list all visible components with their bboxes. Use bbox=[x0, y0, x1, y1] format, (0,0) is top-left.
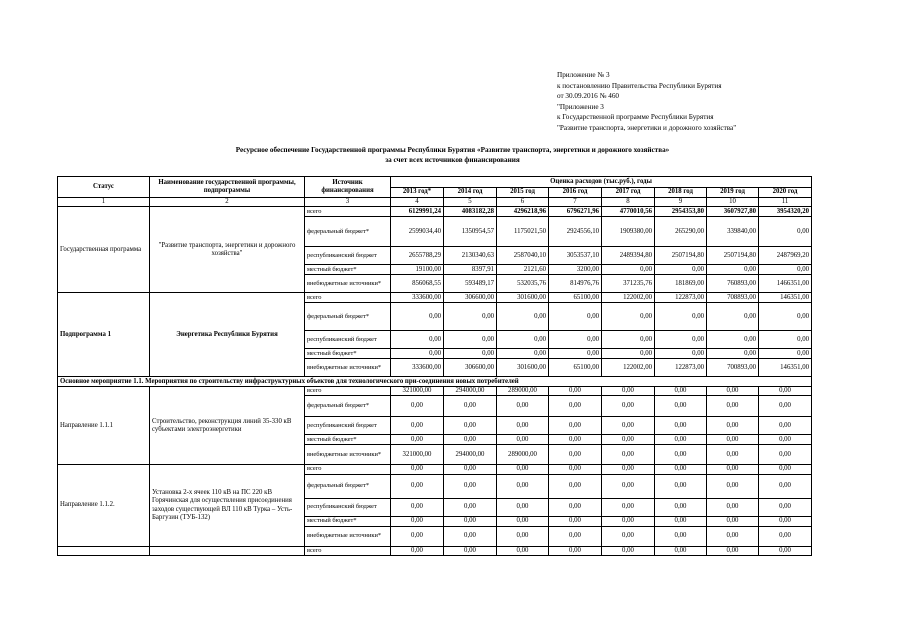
row-value: 6129991,24 bbox=[391, 207, 444, 217]
budget-table bbox=[57, 176, 812, 556]
row-value: 0,00 bbox=[549, 465, 602, 474]
row-value: 0,00 bbox=[759, 349, 812, 359]
appendix-line: "Развитие транспорта, энергетики и дорожного хозяйства" bbox=[557, 123, 737, 132]
row-value: 0,00 bbox=[602, 465, 655, 474]
row-value: 0,00 bbox=[707, 331, 759, 349]
row-source: внебюджетные источники* bbox=[305, 445, 391, 465]
row-value: 294000,00 bbox=[444, 445, 497, 465]
appendix-line: Приложение № 3 bbox=[557, 71, 610, 79]
header-year: 2019 год bbox=[707, 188, 759, 198]
title-line-2: за счет всех источников финансирования bbox=[385, 156, 520, 164]
row-value: 0,00 bbox=[391, 526, 444, 546]
section-title: Основное мероприятие 1.1. Мероприятия по строительству инфраструктурных объектов для технологического при-соединения новых потребителей bbox=[58, 377, 812, 387]
row-value: 0,00 bbox=[444, 303, 497, 331]
row-value: 6796271,96 bbox=[549, 207, 602, 217]
table-row bbox=[58, 177, 812, 188]
row-source: республиканский бюджет bbox=[305, 417, 391, 435]
row-value: 306600,00 bbox=[444, 359, 497, 377]
header-col-number: 7 bbox=[549, 198, 602, 207]
row-value: 814976,76 bbox=[549, 275, 602, 293]
row-value: 0,00 bbox=[759, 331, 812, 349]
row-value: 0,00 bbox=[655, 396, 707, 417]
row-source: местный бюджет* bbox=[305, 516, 391, 526]
title-line-1: Ресурсное обеспечение Государственной программы Республики Бурятия «Развитие транспорта, энергетики и дорожного хозяйства» bbox=[235, 146, 670, 154]
table-row bbox=[58, 198, 812, 207]
row-value: 371235,76 bbox=[602, 275, 655, 293]
row-value: 0,00 bbox=[707, 387, 759, 396]
row-source: внебюджетные источники* bbox=[305, 526, 391, 546]
row-name: Энергетика Республики Бурятия bbox=[150, 293, 305, 377]
row-value: 0,00 bbox=[759, 387, 812, 396]
row-value: 0,00 bbox=[497, 417, 549, 435]
row-value: 0,00 bbox=[759, 516, 812, 526]
row-value: 0,00 bbox=[602, 387, 655, 396]
row-status: Государственная программа bbox=[58, 207, 150, 293]
row-value: 301600,00 bbox=[497, 293, 549, 303]
row-value: 0,00 bbox=[602, 516, 655, 526]
row-value: 0,00 bbox=[655, 349, 707, 359]
row-value: 3607927,80 bbox=[707, 207, 759, 217]
row-value: 0,00 bbox=[655, 498, 707, 516]
table-row bbox=[58, 207, 812, 217]
row-value: 0,00 bbox=[549, 474, 602, 498]
row-source: местный бюджет* bbox=[305, 349, 391, 359]
row-value: 0,00 bbox=[707, 546, 759, 555]
row-status: Направление 1.1.2. bbox=[58, 465, 150, 546]
header-col-number: 5 bbox=[444, 198, 497, 207]
row-value: 0,00 bbox=[655, 387, 707, 396]
row-source: республиканский бюджет bbox=[305, 247, 391, 265]
row-value: 0,00 bbox=[707, 465, 759, 474]
header-col-number: 8 bbox=[602, 198, 655, 207]
header-col-number: 9 bbox=[655, 198, 707, 207]
row-value: 760893,00 bbox=[707, 275, 759, 293]
row-value: 0,00 bbox=[759, 474, 812, 498]
header-year: 2016 год bbox=[549, 188, 602, 198]
row-value: 0,00 bbox=[602, 331, 655, 349]
row-value: 19100,00 bbox=[391, 265, 444, 275]
row-source: местный бюджет* bbox=[305, 265, 391, 275]
row-value: 4770010,56 bbox=[602, 207, 655, 217]
appendix-header bbox=[557, 70, 736, 134]
row-value: 0,00 bbox=[497, 474, 549, 498]
row-value: 0,00 bbox=[759, 526, 812, 546]
row-value: 0,00 bbox=[549, 516, 602, 526]
row-value: 146351,00 bbox=[759, 359, 812, 377]
row-value: 0,00 bbox=[655, 465, 707, 474]
row-value: 0,00 bbox=[707, 417, 759, 435]
row-value: 0,00 bbox=[655, 445, 707, 465]
header-estimate: Оценка расходов (тыс.руб.), годы bbox=[391, 177, 812, 188]
row-source: федеральный бюджет* bbox=[305, 396, 391, 417]
table-row bbox=[58, 377, 812, 387]
row-value: 122002,00 bbox=[602, 293, 655, 303]
row-value: 0,00 bbox=[707, 435, 759, 445]
row-value: 0,00 bbox=[707, 396, 759, 417]
row-value: 0,00 bbox=[655, 303, 707, 331]
row-status: Направление 1.1.1 bbox=[58, 387, 150, 465]
row-value: 2487969,20 bbox=[759, 247, 812, 265]
row-value: 0,00 bbox=[549, 387, 602, 396]
row-value: 4083182,28 bbox=[444, 207, 497, 217]
header-col-number: 4 bbox=[391, 198, 444, 207]
row-value: 122873,00 bbox=[655, 359, 707, 377]
row-value: 0,00 bbox=[391, 516, 444, 526]
row-value: 0,00 bbox=[444, 331, 497, 349]
row-value: 532035,76 bbox=[497, 275, 549, 293]
row-source: всего bbox=[305, 546, 391, 555]
row-value: 0,00 bbox=[602, 265, 655, 275]
row-value: 856068,55 bbox=[391, 275, 444, 293]
row-name bbox=[150, 546, 305, 555]
document-title bbox=[0, 145, 905, 165]
row-value: 0,00 bbox=[602, 546, 655, 555]
row-value: 0,00 bbox=[707, 498, 759, 516]
row-value: 0,00 bbox=[549, 396, 602, 417]
row-value: 306600,00 bbox=[444, 293, 497, 303]
appendix-line: к Государственной программе Республики Бурятия bbox=[557, 113, 714, 122]
row-value: 3954320,20 bbox=[759, 207, 812, 217]
row-value: 0,00 bbox=[549, 349, 602, 359]
row-source: федеральный бюджет* bbox=[305, 303, 391, 331]
row-source: республиканский бюджет bbox=[305, 498, 391, 516]
row-value: 0,00 bbox=[602, 303, 655, 331]
row-value: 2507194,80 bbox=[707, 247, 759, 265]
row-value: 0,00 bbox=[655, 474, 707, 498]
header-source: Источник финансирования bbox=[305, 177, 391, 198]
row-value: 708893,00 bbox=[707, 293, 759, 303]
row-value: 289000,00 bbox=[497, 387, 549, 396]
row-value: 593489,17 bbox=[444, 275, 497, 293]
row-value: 0,00 bbox=[391, 465, 444, 474]
row-value: 0,00 bbox=[655, 331, 707, 349]
row-value: 0,00 bbox=[707, 265, 759, 275]
row-value: 122002,00 bbox=[602, 359, 655, 377]
header-year: 2013 год* bbox=[391, 188, 444, 198]
row-value: 0,00 bbox=[602, 349, 655, 359]
header-col-number: 1 bbox=[58, 198, 150, 207]
row-value: 0,00 bbox=[444, 396, 497, 417]
row-value: 0,00 bbox=[391, 498, 444, 516]
row-value: 321000,00 bbox=[391, 387, 444, 396]
table-row bbox=[58, 387, 812, 396]
row-value: 0,00 bbox=[497, 526, 549, 546]
appendix-line: к постановлению Правительства Республики Бурятия bbox=[557, 81, 722, 90]
row-value: 0,00 bbox=[759, 435, 812, 445]
row-value: 0,00 bbox=[602, 396, 655, 417]
row-value: 700893,00 bbox=[707, 359, 759, 377]
row-value: 0,00 bbox=[444, 546, 497, 555]
appendix-line: от 30.09.2016 № 460 bbox=[557, 92, 620, 101]
row-value: 2954353,80 bbox=[655, 207, 707, 217]
row-value: 0,00 bbox=[549, 331, 602, 349]
row-source: всего bbox=[305, 207, 391, 217]
row-value: 0,00 bbox=[759, 396, 812, 417]
row-value: 289000,00 bbox=[497, 445, 549, 465]
row-value: 0,00 bbox=[602, 498, 655, 516]
row-value: 1350954,57 bbox=[444, 217, 497, 247]
row-value: 0,00 bbox=[444, 465, 497, 474]
row-value: 0,00 bbox=[707, 303, 759, 331]
table-row bbox=[58, 465, 812, 474]
row-value: 0,00 bbox=[602, 474, 655, 498]
row-value: 0,00 bbox=[655, 435, 707, 445]
row-value: 0,00 bbox=[759, 546, 812, 555]
row-value: 339840,00 bbox=[707, 217, 759, 247]
row-value: 0,00 bbox=[602, 445, 655, 465]
row-value: 0,00 bbox=[759, 217, 812, 247]
row-source: местный бюджет* bbox=[305, 435, 391, 445]
row-value: 0,00 bbox=[549, 445, 602, 465]
row-value: 0,00 bbox=[391, 417, 444, 435]
row-value: 0,00 bbox=[497, 546, 549, 555]
row-value: 0,00 bbox=[391, 303, 444, 331]
row-value: 0,00 bbox=[655, 526, 707, 546]
row-name: Установка 2-х ячеек 110 кВ на ПС 220 кВ Горячинская для осуществления присоединения заходов существующей ВЛ 110 кВ Турка – Усть-Баргузин (ТУБ-132) bbox=[150, 465, 305, 546]
header-year: 2014 год bbox=[444, 188, 497, 198]
row-value: 1466351,00 bbox=[759, 275, 812, 293]
row-value: 333600,00 bbox=[391, 359, 444, 377]
row-value: 0,00 bbox=[655, 546, 707, 555]
row-value: 1909380,00 bbox=[602, 217, 655, 247]
row-value: 0,00 bbox=[707, 474, 759, 498]
row-value: 2507194,80 bbox=[655, 247, 707, 265]
row-value: 146351,00 bbox=[759, 293, 812, 303]
row-value: 0,00 bbox=[602, 417, 655, 435]
row-value: 2655788,29 bbox=[391, 247, 444, 265]
row-value: 333600,00 bbox=[391, 293, 444, 303]
row-value: 0,00 bbox=[444, 349, 497, 359]
row-source: всего bbox=[305, 465, 391, 474]
row-value: 0,00 bbox=[497, 516, 549, 526]
row-value: 0,00 bbox=[444, 498, 497, 516]
row-value: 0,00 bbox=[444, 474, 497, 498]
row-value: 0,00 bbox=[497, 349, 549, 359]
row-value: 4296218,96 bbox=[497, 207, 549, 217]
row-value: 0,00 bbox=[497, 396, 549, 417]
row-source: всего bbox=[305, 293, 391, 303]
row-value: 0,00 bbox=[759, 465, 812, 474]
header-col-number: 11 bbox=[759, 198, 812, 207]
row-value: 3200,00 bbox=[549, 265, 602, 275]
appendix-line: "Приложение 3 bbox=[557, 102, 604, 111]
row-source: внебюджетные источники* bbox=[305, 359, 391, 377]
row-value: 8397,91 bbox=[444, 265, 497, 275]
row-value: 0,00 bbox=[602, 435, 655, 445]
row-value: 0,00 bbox=[759, 265, 812, 275]
header-year: 2017 год bbox=[602, 188, 655, 198]
row-value: 2130340,63 bbox=[444, 247, 497, 265]
row-value: 0,00 bbox=[655, 265, 707, 275]
row-value: 0,00 bbox=[707, 516, 759, 526]
row-value: 0,00 bbox=[759, 303, 812, 331]
row-value: 2489394,80 bbox=[602, 247, 655, 265]
row-value: 0,00 bbox=[549, 526, 602, 546]
row-value: 0,00 bbox=[759, 498, 812, 516]
header-col-number: 6 bbox=[497, 198, 549, 207]
row-value: 0,00 bbox=[391, 331, 444, 349]
row-value: 0,00 bbox=[444, 526, 497, 546]
row-value: 0,00 bbox=[549, 417, 602, 435]
row-value: 0,00 bbox=[497, 303, 549, 331]
row-value: 0,00 bbox=[655, 516, 707, 526]
row-value: 0,00 bbox=[549, 546, 602, 555]
header-year: 2018 год bbox=[655, 188, 707, 198]
row-value: 0,00 bbox=[391, 546, 444, 555]
row-value: 0,00 bbox=[391, 349, 444, 359]
header-col-number: 3 bbox=[305, 198, 391, 207]
row-value: 0,00 bbox=[497, 498, 549, 516]
header-status: Статус bbox=[58, 177, 150, 198]
row-name: Строительство, реконструкция линий 35-330 кВ субъектами электроэнергетики bbox=[150, 387, 305, 465]
row-status bbox=[58, 546, 150, 555]
header-name: Наименование государственной программы, подпрограммы bbox=[150, 177, 305, 198]
row-value: 0,00 bbox=[497, 331, 549, 349]
row-value: 0,00 bbox=[391, 435, 444, 445]
row-value: 2587040,10 bbox=[497, 247, 549, 265]
row-value: 0,00 bbox=[759, 445, 812, 465]
row-name: "Развитие транспорта, энергетики и дорожного хозяйства" bbox=[150, 207, 305, 293]
row-value: 2924556,10 bbox=[549, 217, 602, 247]
row-value: 2599034,40 bbox=[391, 217, 444, 247]
header-col-number: 10 bbox=[707, 198, 759, 207]
row-value: 301600,00 bbox=[497, 359, 549, 377]
row-value: 0,00 bbox=[707, 445, 759, 465]
row-value: 0,00 bbox=[549, 435, 602, 445]
row-value: 3053537,10 bbox=[549, 247, 602, 265]
row-value: 0,00 bbox=[444, 516, 497, 526]
row-value: 0,00 bbox=[655, 417, 707, 435]
row-value: 181869,00 bbox=[655, 275, 707, 293]
row-value: 265290,00 bbox=[655, 217, 707, 247]
row-source: федеральный бюджет* bbox=[305, 474, 391, 498]
row-value: 294000,00 bbox=[444, 387, 497, 396]
row-source: федеральный бюджет* bbox=[305, 217, 391, 247]
row-value: 0,00 bbox=[549, 303, 602, 331]
row-status: Подпрограмма 1 bbox=[58, 293, 150, 377]
table-row bbox=[58, 293, 812, 303]
row-value: 1175021,50 bbox=[497, 217, 549, 247]
row-source: республиканский бюджет bbox=[305, 331, 391, 349]
table-row bbox=[58, 546, 812, 555]
header-col-number: 2 bbox=[150, 198, 305, 207]
row-value: 0,00 bbox=[391, 396, 444, 417]
row-value: 2121,60 bbox=[497, 265, 549, 275]
row-value: 0,00 bbox=[759, 417, 812, 435]
row-source: внебюджетные источники* bbox=[305, 275, 391, 293]
header-year: 2015 год bbox=[497, 188, 549, 198]
row-value: 321000,00 bbox=[391, 445, 444, 465]
row-value: 0,00 bbox=[707, 349, 759, 359]
row-value: 65100,00 bbox=[549, 359, 602, 377]
row-source: всего bbox=[305, 387, 391, 396]
row-value: 0,00 bbox=[602, 526, 655, 546]
row-value: 122873,00 bbox=[655, 293, 707, 303]
row-value: 0,00 bbox=[444, 435, 497, 445]
row-value: 0,00 bbox=[391, 474, 444, 498]
row-value: 0,00 bbox=[444, 417, 497, 435]
row-value: 0,00 bbox=[549, 498, 602, 516]
row-value: 0,00 bbox=[497, 465, 549, 474]
row-value: 0,00 bbox=[497, 435, 549, 445]
row-value: 65100,00 bbox=[549, 293, 602, 303]
row-value: 0,00 bbox=[707, 526, 759, 546]
header-year: 2020 год bbox=[759, 188, 812, 198]
